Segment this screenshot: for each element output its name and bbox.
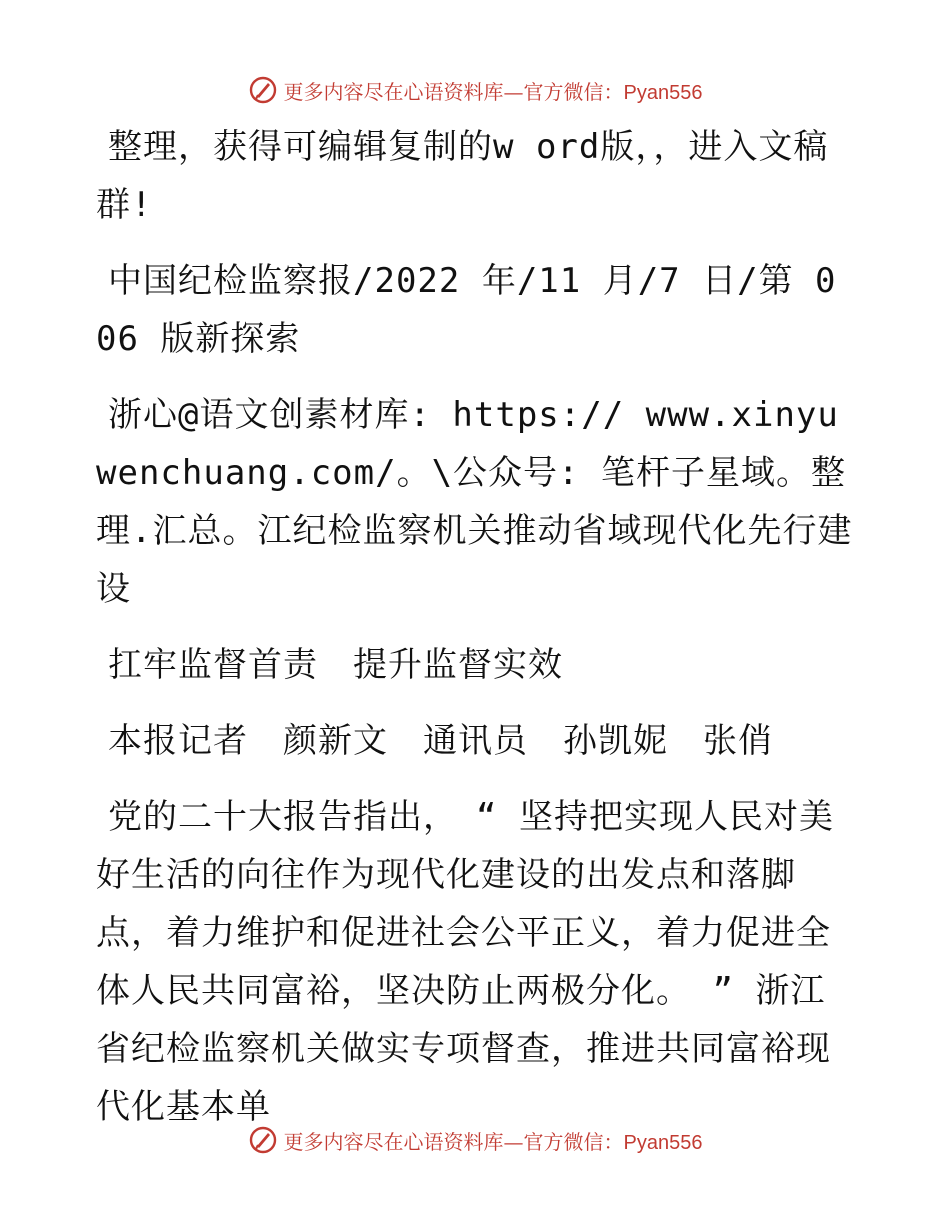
header-banner bbox=[0, 70, 950, 110]
quill-logo-icon bbox=[248, 1125, 278, 1155]
footer-banner-text: 更多内容尽在心语资料库—官方微信： bbox=[283, 1129, 624, 1154]
paragraph-2: 中国纪检监察报/2022 年/11 月/7 日/第 006 版新探索 bbox=[96, 261, 837, 359]
quill-logo-icon bbox=[248, 75, 278, 105]
document-body bbox=[96, 118, 856, 1154]
byline: 本报记者 颜新文 通讯员 孙凯妮 张俏 bbox=[108, 721, 773, 761]
footer-banner bbox=[0, 1120, 950, 1160]
paragraph-1: 整理，获得可编辑复制的w ord版，，进入文稿群! bbox=[96, 127, 829, 225]
header-wechat-id: Pyan556 bbox=[623, 81, 703, 104]
paragraph-3: 浙心@语文创素材库: https:// www.xinyuwenchuang.com/。\公众号: 笔杆子星域。整理.汇总。江纪检监察机关推动省域现代化先行建设 bbox=[96, 395, 853, 609]
footer-wechat-id: Pyan556 bbox=[623, 1131, 703, 1154]
article-title: 扛牢监督首责 提升监督实效 bbox=[108, 645, 563, 685]
paragraph-body: 党的二十大报告指出， “ 坚持把实现人民对美好生活的向往作为现代化建设的出发点和落脚点，着力维护和促进社会公平正义，着力促进全体人民共同富裕，坚决防止两极分化。 ” 浙江省纪检监察机关做实专项督查，推进共同富裕现代化基本单 bbox=[96, 797, 834, 1127]
header-banner-text: 更多内容尽在心语资料库—官方微信： bbox=[283, 79, 624, 104]
